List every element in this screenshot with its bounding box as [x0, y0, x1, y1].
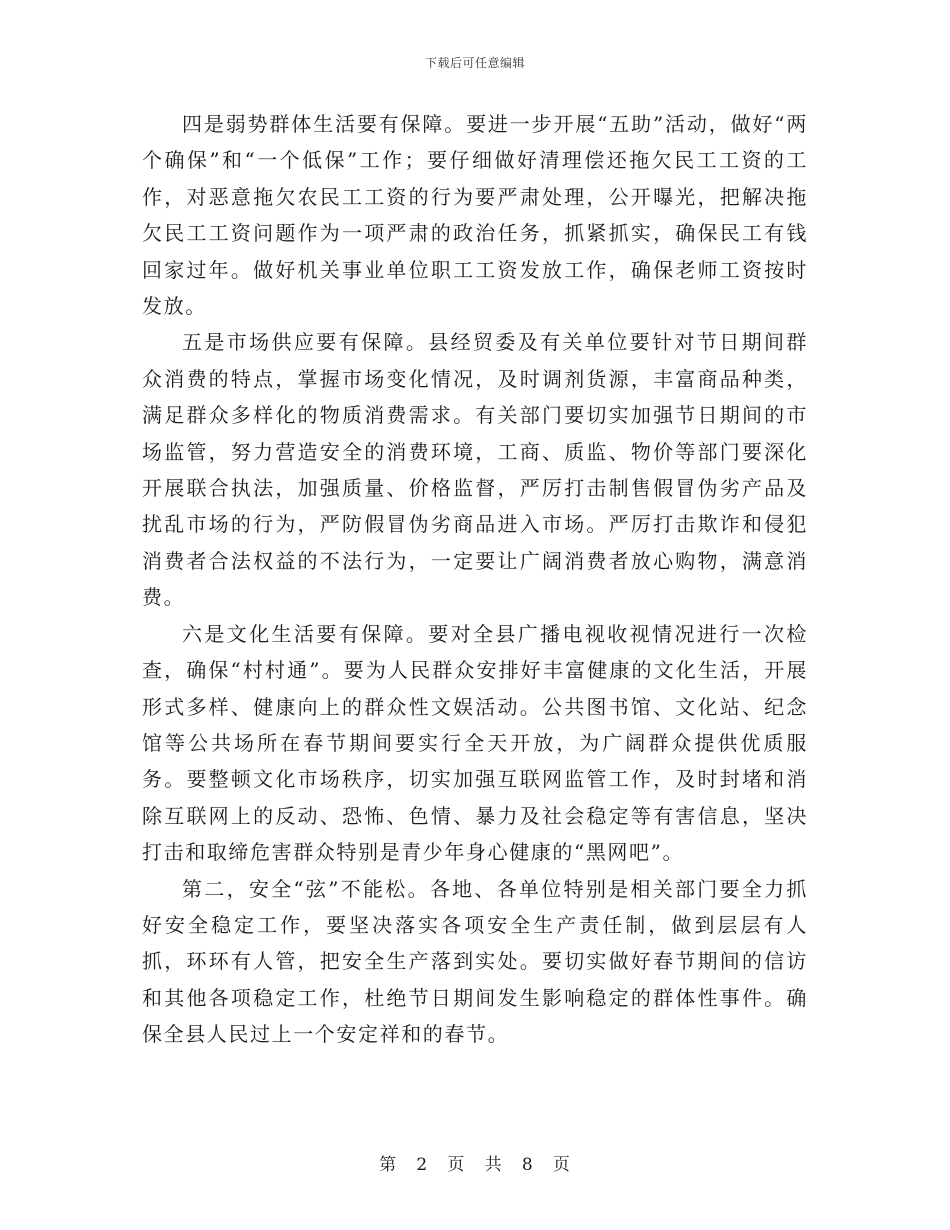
- page-suffix: 页: [552, 1155, 571, 1175]
- paragraph-cultural-life: 六是文化生活要有保障。要对全县广播电视收视情况进行一次检查，确保“村村通”。要为人民群众安排好丰富健康的文化生活，开展形式多样、健康向上的群众性文娱活动。公共图书馆、文化站、纪念馆等公共场所在春节期间要实行全天开放，为广阔群众提供优质服务。要整顿文化市场秩序，切实加强互联网监管工作，及时封堵和消除互联网上的反动、恐怖、色情、暴力及社会稳定等有害信息，坚决打击和取缔危害群众特别是青少年身心健康的“黑网吧”。: [142, 621, 808, 865]
- total-prefix: 共: [484, 1155, 503, 1175]
- document-body: [142, 106, 808, 1053]
- current-page-number: 2: [416, 1155, 429, 1175]
- page-header: 下载后可任意编辑: [424, 56, 525, 70]
- page-prefix: 第: [379, 1155, 398, 1175]
- page-footer: [0, 1150, 950, 1175]
- paragraph-market-supply: 五是市场供应要有保障。县经贸委及有关单位要针对节日期间群众消费的特点，掌握市场变化情况，及时调剂货源，丰富商品种类，满足群众多样化的物质消费需求。有关部门要切实加强节日期间的市场监管，努力营造安全的消费环境，工商、质监、物价等部门要深化开展联合执法，加强质量、价格监督，严厉打击制售假冒伪劣产品及扰乱市场的行为，严防假冒伪劣商品进入市场。严厉打击欺诈和侵犯消费者合法权益的不法行为，一定要让广阔消费者放心购物，满意消费。: [142, 330, 808, 610]
- paragraph-vulnerable-groups: 四是弱势群体生活要有保障。要进一步开展“五助”活动，做好“两个确保”和“一个低保”工作；要仔细做好清理偿还拖欠民工工资的工作，对恶意拖欠农民工工资的行为要严肃处理，公开曝光，把解决拖欠民工工资问题作为一项严肃的政治任务，抓紧抓实，确保民工有钱回家过年。做好机关事业单位职工工资发放工作，确保老师工资按时发放。: [142, 112, 808, 319]
- page-mid: 页: [447, 1155, 466, 1175]
- total-pages-number: 8: [521, 1155, 534, 1175]
- paragraph-safety: 第二，安全“弦”不能松。各地、各单位特别是相关部门要全力抓好安全稳定工作，要坚决落实各项安全生产责任制，做到层层有人抓，环环有人管，把安全生产落到实处。要切实做好春节期间的信访和其他各项稳定工作，杜绝节日期间发生影响稳定的群体性事件。确保全县人民过上一个安定祥和的春节。: [142, 876, 808, 1047]
